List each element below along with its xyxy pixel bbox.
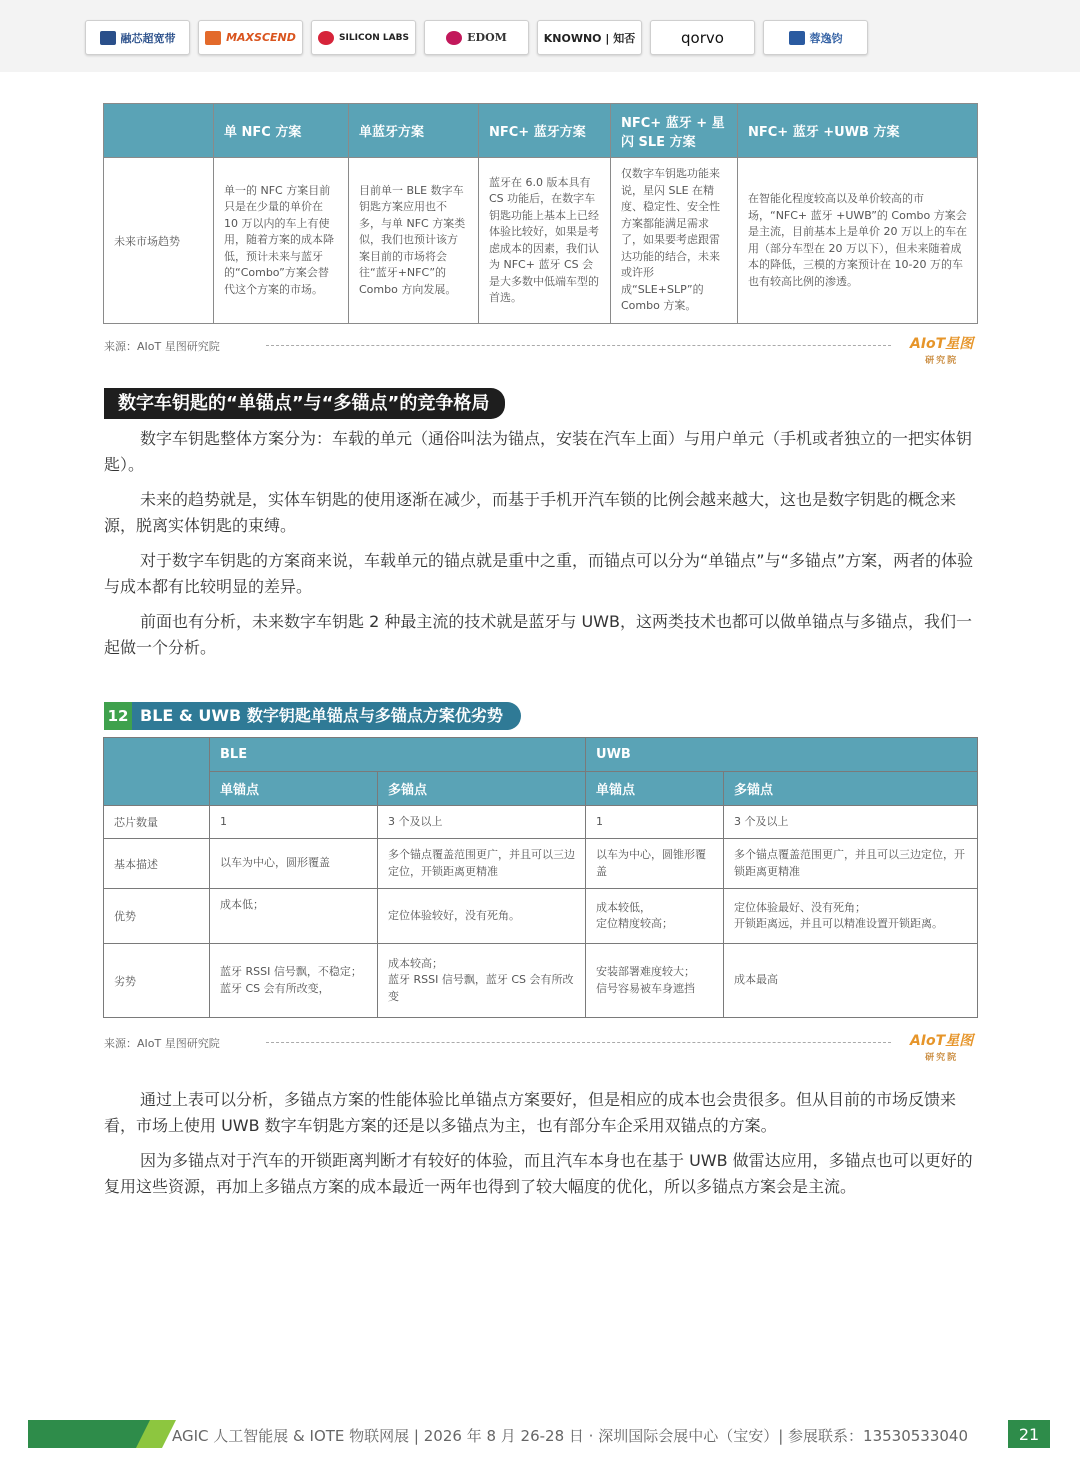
- table-cell: 安装部署难度较大； 信号容易被车身遮挡: [586, 944, 724, 1018]
- table-row: [104, 889, 978, 944]
- subheader-uwb-multi: 多锚点: [724, 772, 978, 806]
- header-nfc-bluetooth-uwb: NFC+ 蓝牙 +UWB 方案: [738, 104, 978, 158]
- logo-qorvo[interactable]: qorvo: [650, 20, 755, 55]
- logo-rongxin[interactable]: 融芯超宽带: [85, 20, 190, 55]
- table-corner: [104, 738, 210, 806]
- edom-mark-icon: [446, 31, 462, 45]
- brand-logo-1: AIoT星图 研究院: [910, 336, 974, 366]
- table-row: [104, 806, 978, 839]
- paragraph: 对于数字车钥匙的方案商来说，车载单元的锚点就是重中之重，而锚点可以分为“单锚点”与“多锚点”方案，两者的体验与成本都有比较明显的差异。: [104, 551, 974, 596]
- logo-maxscend[interactable]: MAXSCEND: [198, 20, 303, 55]
- dotted-divider: [266, 345, 891, 346]
- trend-cell: 单一的 NFC 方案目前只是在少量的单价在 10 万以内的车上有使用，随着方案的成本降低，预计未来与蓝牙的“Combo”方案会替代这个方案的市场。: [214, 158, 349, 324]
- header-nfc: 单 NFC 方案: [214, 104, 349, 158]
- table-cell: 成本低；: [210, 889, 378, 944]
- table-row: [104, 839, 978, 889]
- table-cell: 3 个及以上: [378, 806, 586, 839]
- trend-cell: 目前单一 BLE 数字车钥匙方案应用也不多，与单 NFC 方案类似，我们也预计该方案目前的市场将会往“蓝牙+NFC”的 Combo 方向发展。: [349, 158, 479, 324]
- source-note-1: 来源：AIoT 星图研究院: [104, 340, 220, 353]
- table-cell: 3 个及以上: [724, 806, 978, 839]
- paragraph: 通过上表可以分析，多锚点方案的性能体验比单锚点方案要好，但是相应的成本也会贵很多。但从目前的市场反馈来看，市场上使用 UWB 数字车钥匙方案的还是以多锚点为主，也有部分车企采用双锚点的方案。: [104, 1090, 957, 1135]
- header-nfc-bluetooth: NFC+ 蓝牙方案: [479, 104, 611, 158]
- logo-silicon-labs[interactable]: SILICON LABS: [311, 20, 416, 55]
- table-row: [104, 944, 978, 1018]
- header-uwb: UWB: [586, 738, 978, 772]
- silicon-labs-mark-icon: [318, 31, 334, 45]
- table-cell: 定位体验较好，没有死角。: [378, 889, 586, 944]
- table-cell: 蓝牙 RSSI 信号飘，不稳定； 蓝牙 CS 会有所改变，: [210, 944, 378, 1018]
- logo-rongyijun[interactable]: 蓉逸钧: [763, 20, 868, 55]
- row-label: 优势: [104, 889, 210, 944]
- row-label: 芯片数量: [104, 806, 210, 839]
- table-cell: 1: [586, 806, 724, 839]
- source-note-2: 来源：AIoT 星图研究院: [104, 1037, 220, 1050]
- paragraph: 因为多锚点对于汽车的开锁距离判断才有较好的体验，而且汽车本身也在基于 UWB 做雷达应用，多锚点也可以更好的复用这些资源，再加上多锚点方案的成本最近一两年也得到了较大幅度的优化，所以多锚点方案会是主流。: [104, 1151, 973, 1196]
- table-cell: 多个锚点覆盖范围更广，并且可以三边定位，开锁距离更精准: [724, 839, 978, 889]
- header-ble: BLE: [210, 738, 586, 772]
- header-bluetooth: 单蓝牙方案: [349, 104, 479, 158]
- page-number: 21: [1008, 1420, 1050, 1448]
- dotted-divider: [266, 1042, 891, 1043]
- section-title: 数字车钥匙的“单锚点”与“多锚点”的竞争格局: [104, 388, 505, 419]
- table-cell: 多个锚点覆盖范围更广，并且可以三边定位，开锁距离更精准: [378, 839, 586, 889]
- trend-cell: 仅数字车钥匙功能来说，星闪 SLE 在精度、稳定性、安全性方案都能满足需求了，如果要考虑跟雷达功能的结合，未来或许形成“SLE+SLP”的 Combo 方案。: [611, 158, 738, 324]
- paragraph: 数字车钥匙整体方案分为：车载的单元（通俗叫法为锚点，安装在汽车上面）与用户单元（手机或者独立的一把实体钥匙）。: [104, 429, 973, 474]
- table-corner: [104, 104, 214, 158]
- table-cell: 成本最高: [724, 944, 978, 1018]
- table-cell ml: 成本较低， 定位精度较高；: [586, 889, 724, 944]
- sponsor-logo-strip: [0, 0, 1080, 72]
- chip-icon: [100, 31, 116, 45]
- table-cell: 以车为中心，圆形覆盖: [210, 839, 378, 889]
- logo-edom[interactable]: EDOM: [424, 20, 529, 55]
- market-trend-table: [103, 103, 978, 324]
- subheader-ble-multi: 多锚点: [378, 772, 586, 806]
- rongyijun-mark-icon: [789, 31, 805, 45]
- table-cell: 以车为中心，圆锥形覆盖: [586, 839, 724, 889]
- maxscend-mark-icon: [205, 31, 221, 45]
- subheader-uwb-single: 单锚点: [586, 772, 724, 806]
- table-cell: 定位体验最好、没有死角； 开锁距离远，并且可以精准设置开锁距离。: [724, 889, 978, 944]
- header-nfc-bluetooth-sle: NFC+ 蓝牙 + 星闪 SLE 方案: [611, 104, 738, 158]
- brand-logo-2: AIoT星图 研究院: [910, 1033, 974, 1063]
- table-cell: 成本较高； 蓝牙 RSSI 信号飘，蓝牙 CS 会有所改变: [378, 944, 586, 1018]
- anchor-comparison-table: [103, 737, 978, 1018]
- footer-text: AGIC 人工智能展 & IOTE 物联网展 | 2026 年 8 月 26-28 日 · 深圳国际会展中心（宝安）| 参展联系：13530533040: [172, 1427, 968, 1445]
- paragraph: 前面也有分析，未来数字车钥匙 2 种最主流的技术就是蓝牙与 UWB，这两类技术也都可以做单锚点与多锚点，我们一起做一个分析。: [104, 612, 972, 657]
- trend-cell: 在智能化程度较高以及单价较高的市场，“NFC+ 蓝牙 +UWB”的 Combo 方案会是主流，目前基本上是单价 20 万以上的车在用（部分车型在 20 万以下），但未来随着成本的降低，三模的方案预计在 10-20 万的车也有较高比例的渗透。: [738, 158, 978, 324]
- table-number: 12: [104, 702, 132, 730]
- table-title: BLE & UWB 数字钥匙单锚点与多锚点方案优劣势: [132, 702, 521, 730]
- paragraph: 未来的趋势就是，实体车钥匙的使用逐渐在减少，而基于手机开汽车锁的比例会越来越大，这也是数字钥匙的概念来源，脱离实体钥匙的束缚。: [104, 490, 957, 535]
- subheader-ble-single: 单锚点: [210, 772, 378, 806]
- row-label-trend: 未来市场趋势: [104, 158, 214, 324]
- row-label: 劣势: [104, 944, 210, 1018]
- row-label: 基本描述: [104, 839, 210, 889]
- trend-cell: 蓝牙在 6.0 版本具有 CS 功能后，在数字车钥匙功能上基本上已经体验比较好，如果是考虑成本的因素，我们认为 NFC+ 蓝牙 CS 会是大多数中低端车型的首选。: [479, 158, 611, 324]
- logo-knowno[interactable]: KNOWNO | 知否: [537, 20, 642, 55]
- table-title-bar: [104, 702, 521, 730]
- table-cell: 1: [210, 806, 378, 839]
